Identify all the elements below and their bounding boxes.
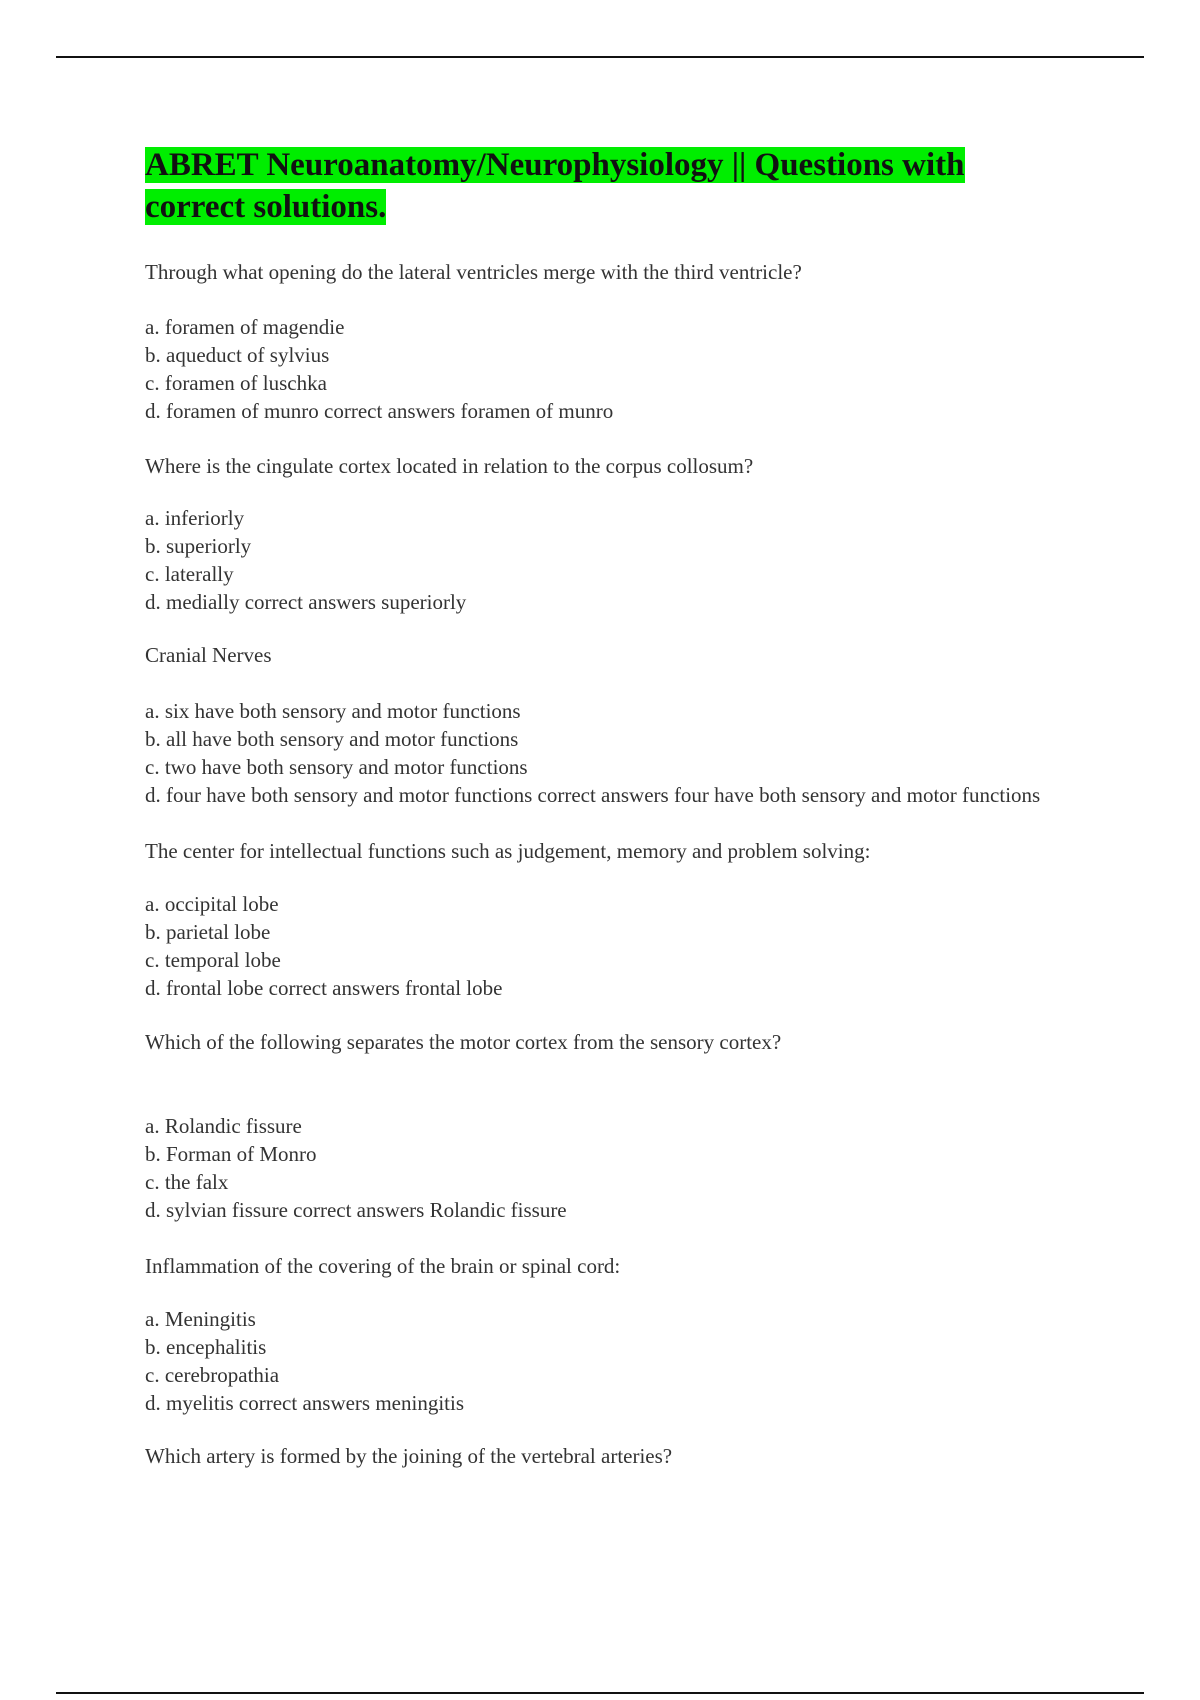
option-b: b. superiorly bbox=[145, 534, 252, 558]
option-a: a. foramen of magendie bbox=[145, 315, 345, 339]
option-d: d. four have both sensory and motor functions correct answers four have both sensory and motor functions bbox=[145, 783, 1041, 807]
question-1: Through what opening do the lateral ventricles merge with the third ventricle? bbox=[145, 260, 802, 284]
question-4: The center for intellectual functions such as judgement, memory and problem solving: bbox=[145, 839, 871, 863]
answer-options-5 bbox=[145, 1112, 1050, 1224]
answer-options-2 bbox=[145, 504, 1050, 616]
answer-options-6 bbox=[145, 1305, 1050, 1417]
option-d: d. foramen of munro correct answers foramen of munro bbox=[145, 399, 614, 423]
option-b: b. encephalitis bbox=[145, 1335, 267, 1359]
option-b: b. Forman of Monro bbox=[145, 1142, 317, 1166]
option-a: a. Meningitis bbox=[145, 1307, 256, 1331]
option-a: a. inferiorly bbox=[145, 506, 245, 530]
option-a: a. six have both sensory and motor functions bbox=[145, 699, 521, 723]
option-c: c. cerebropathia bbox=[145, 1363, 280, 1387]
option-a: a. occipital lobe bbox=[145, 892, 279, 916]
option-b: b. aqueduct of sylvius bbox=[145, 343, 330, 367]
option-a: a. Rolandic fissure bbox=[145, 1114, 302, 1138]
option-c: c. foramen of luschka bbox=[145, 371, 327, 395]
option-d: d. sylvian fissure correct answers Rolandic fissure bbox=[145, 1198, 567, 1222]
top-rule bbox=[56, 56, 1144, 58]
question-5: Which of the following separates the motor cortex from the sensory cortex? bbox=[145, 1030, 782, 1054]
document-title: ABRET Neuroanatomy/Neurophysiology || Questions with correct solutions. bbox=[145, 147, 965, 225]
option-d: d. myelitis correct answers meningitis bbox=[145, 1391, 465, 1415]
option-c: c. the falx bbox=[145, 1170, 229, 1194]
option-b: b. all have both sensory and motor functions bbox=[145, 727, 519, 751]
option-d: d. medially correct answers superiorly bbox=[145, 590, 467, 614]
document-body bbox=[145, 144, 1050, 1470]
bottom-rule bbox=[56, 1692, 1144, 1694]
option-c: c. two have both sensory and motor functions bbox=[145, 755, 528, 779]
option-b: b. parietal lobe bbox=[145, 920, 271, 944]
answer-options-4 bbox=[145, 890, 1050, 1002]
answer-options-1 bbox=[145, 313, 1050, 425]
answer-options-3 bbox=[145, 697, 1050, 809]
option-c: c. temporal lobe bbox=[145, 948, 281, 972]
option-d: d. frontal lobe correct answers frontal lobe bbox=[145, 976, 503, 1000]
question-3: Cranial Nerves bbox=[145, 643, 272, 667]
option-c: c. laterally bbox=[145, 562, 234, 586]
question-2: Where is the cingulate cortex located in relation to the corpus collosum? bbox=[145, 454, 754, 478]
question-7: Which artery is formed by the joining of the vertebral arteries? bbox=[145, 1444, 673, 1468]
question-6: Inflammation of the covering of the brain or spinal cord: bbox=[145, 1254, 621, 1278]
